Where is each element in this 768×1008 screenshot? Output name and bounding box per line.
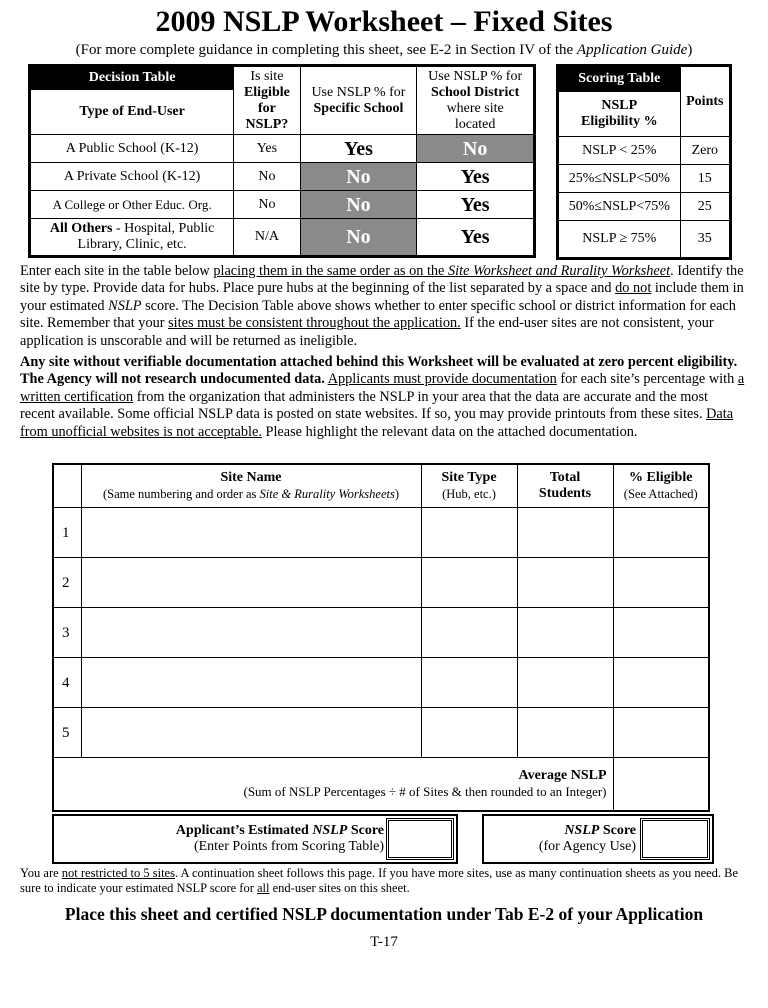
nslp-range: 25%≤NSLP<50% [558, 165, 681, 193]
page-subtitle: (For more complete guidance in completing this sheet, see E-2 in Section IV of the Application Guide) [75, 42, 693, 58]
points-header: Points [680, 66, 730, 137]
site-type-cell[interactable] [421, 708, 517, 758]
nslp-range: NSLP ≥ 75% [558, 221, 681, 259]
decision-row [30, 191, 535, 219]
site-name-cell[interactable] [81, 508, 421, 558]
table-row [53, 558, 709, 608]
end-user-type: All Others - Hospital, Public Library, Clinic, etc. [30, 219, 234, 257]
decision-table [28, 64, 536, 258]
site-type-header: Site Type (Hub, etc.) [421, 464, 517, 508]
total-students-header: Total Students [517, 464, 613, 508]
applicant-score-box [52, 814, 458, 864]
nslp-range: NSLP < 25% [558, 137, 681, 165]
points-value: 25 [680, 193, 730, 221]
row-number: 1 [53, 508, 81, 558]
pct-eligible-cell[interactable] [613, 708, 709, 758]
pct-eligible-header: % Eligible (See Attached) [613, 464, 709, 508]
specific-value: No [300, 219, 417, 257]
row-number: 4 [53, 658, 81, 708]
decision-row [30, 163, 535, 191]
total-students-cell[interactable] [517, 708, 613, 758]
total-students-cell[interactable] [517, 608, 613, 658]
points-value: 15 [680, 165, 730, 193]
site-table [52, 463, 710, 812]
eligible-value: No [234, 163, 300, 191]
site-type-cell[interactable] [421, 608, 517, 658]
row-number: 5 [53, 708, 81, 758]
site-type-cell[interactable] [421, 558, 517, 608]
agency-score-label: NSLP Score (for Agency Use) [538, 823, 636, 854]
footnote: You are not restricted to 5 sites. A continuation sheet follows this page. If you have more sites, use as many continuation sheets as you need. Be sure to indicate your estimated NSLP score for all end-user sites on this sheet. [20, 866, 739, 895]
row-number-header [53, 464, 81, 508]
pct-eligible-cell[interactable] [613, 558, 709, 608]
table-row [53, 708, 709, 758]
row-number: 2 [53, 558, 81, 608]
scoring-table-header: Scoring Table [558, 66, 681, 92]
total-students-cell[interactable] [517, 658, 613, 708]
pct-eligible-cell[interactable] [613, 508, 709, 558]
points-value: Zero [680, 137, 730, 165]
col-eligible-header: Is site Eligible for NSLP? [234, 66, 300, 135]
type-header: Type of End-User [30, 90, 234, 135]
decision-row [30, 135, 535, 163]
eligible-value: No [234, 191, 300, 219]
applicant-score-field[interactable] [386, 818, 454, 860]
end-user-type: A Public School (K-12) [30, 135, 234, 163]
eligible-value: Yes [234, 135, 300, 163]
scoring-row [558, 165, 731, 193]
site-name-cell[interactable] [81, 558, 421, 608]
documentation-paragraph: Any site without verifiable documentation attached behind this Worksheet will be evaluated at zero percent eligibility. The Agency will not research undocumented data. Applicants must provide documentation for each site’s percentage with a written certification from the organization that administers the NSLP in your area that the data are accurate and the most recent available. Some official NSLP data is posted on state websites. If so, you may provide printouts from these sites. Data from unofficial websites is not acceptable. Please highlight the relevant data on the attached documentation. [20, 354, 745, 440]
agency-score-field[interactable] [640, 818, 710, 860]
district-value: Yes [417, 163, 535, 191]
site-name-header: Site Name (Same numbering and order as Site & Rurality Worksheets) [81, 464, 421, 508]
scoring-row [558, 137, 731, 165]
specific-value: Yes [300, 135, 417, 163]
scoring-row [558, 221, 731, 259]
average-nslp-field[interactable] [613, 758, 709, 812]
applicant-score-label: Applicant’s Estimated NSLP Score (Enter Points from Scoring Table) [175, 823, 384, 854]
site-type-cell[interactable] [421, 508, 517, 558]
pct-eligible-cell[interactable] [613, 658, 709, 708]
site-name-cell[interactable] [81, 708, 421, 758]
nslp-eligibility-header: NSLP Eligibility % [558, 92, 681, 137]
total-students-cell[interactable] [517, 508, 613, 558]
col-district-header: Use NSLP % for School District where site located [417, 66, 535, 135]
instructions-paragraph: Enter each site in the table below placing them in the same order as on the Site Worksheet and Rurality Worksheet. Identify the site by type. Provide data for hubs. Place pure hubs at the beginning of the list separated by a space and do not include them in your estimated NSLP score. The Decision Table above shows whether to enter specific school or district information for each site. Remember that your sites must be consistent throughout the application. If the end-user sites are not consistent, your application is unscorable and will be returned as ineligible. [20, 263, 744, 349]
agency-score-box [482, 814, 714, 864]
district-value: Yes [417, 219, 535, 257]
points-value: 35 [680, 221, 730, 259]
pct-eligible-cell[interactable] [613, 608, 709, 658]
scoring-table [556, 64, 732, 260]
col-specific-header: Use NSLP % for Specific School [300, 66, 417, 135]
district-value: No [417, 135, 535, 163]
placement-instruction: Place this sheet and certified NSLP documentation under Tab E-2 of your Application [64, 904, 704, 924]
specific-value: No [300, 191, 417, 219]
eligible-value: N/A [234, 219, 300, 257]
table-row [53, 608, 709, 658]
scoring-row [558, 193, 731, 221]
site-name-cell[interactable] [81, 608, 421, 658]
site-type-cell[interactable] [421, 658, 517, 708]
row-number: 3 [53, 608, 81, 658]
decision-row [30, 219, 535, 257]
decision-table-header: Decision Table [30, 66, 234, 90]
nslp-range: 50%≤NSLP<75% [558, 193, 681, 221]
table-row [53, 508, 709, 558]
table-row [53, 658, 709, 708]
specific-value: No [300, 163, 417, 191]
district-value: Yes [417, 191, 535, 219]
page-number: T-17 [370, 934, 398, 950]
end-user-type: A College or Other Educ. Org. [30, 191, 234, 219]
end-user-type: A Private School (K-12) [30, 163, 234, 191]
page-title: 2009 NSLP Worksheet – Fixed Sites [155, 5, 613, 38]
average-nslp-label: Average NSLP (Sum of NSLP Percentages ÷ # of Sites & then rounded to an Integer) [53, 758, 613, 812]
site-name-cell[interactable] [81, 658, 421, 708]
total-students-cell[interactable] [517, 558, 613, 608]
